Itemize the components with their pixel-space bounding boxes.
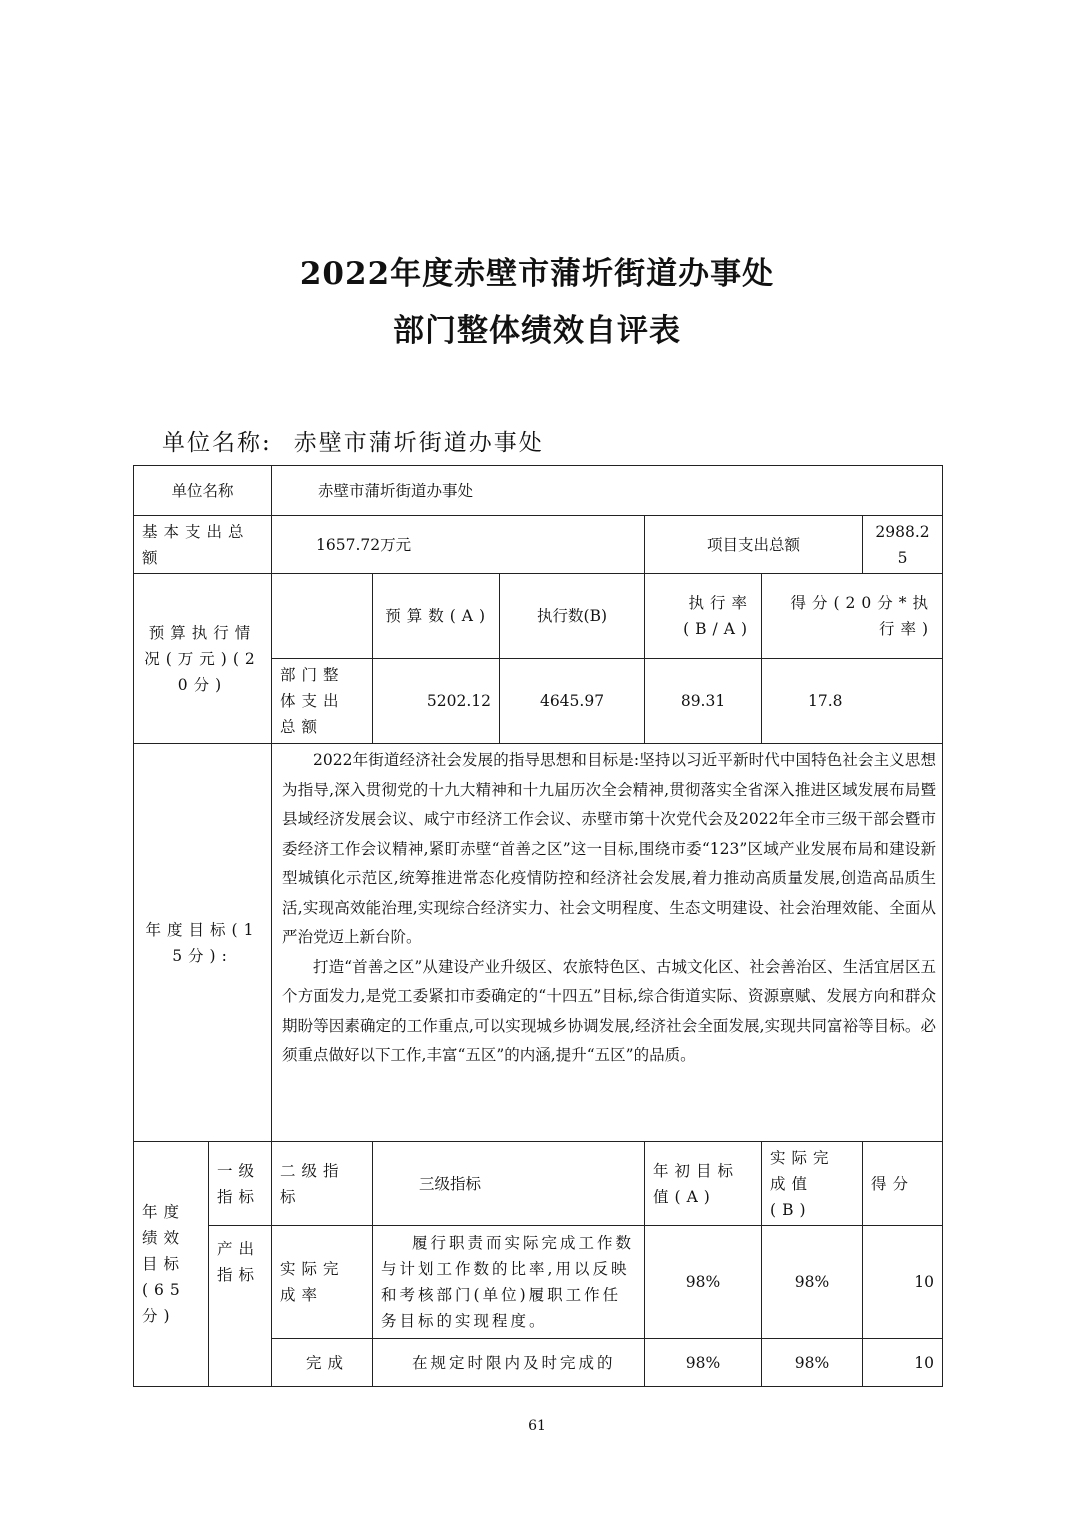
- unit-name-label: 单位名称:: [162, 430, 272, 456]
- perf-header-level3: 三级指标: [373, 1142, 645, 1226]
- budget-value-b: 4645.97: [500, 659, 645, 744]
- document-title-line2: 部门整体绩效自评表: [393, 313, 681, 349]
- perf-row-1: [134, 1226, 943, 1339]
- basic-expense-label: 基本支出总额: [134, 516, 272, 574]
- row-annual-goal: [134, 744, 943, 1142]
- perf-row2-actual: 98%: [762, 1339, 863, 1387]
- goal-paragraph-1: 2022年街道经济社会发展的指导思想和目标是:坚持以习近平新时代中国特色社会主义思想为指导,深入贯彻党的十九大精神和十九届历次全会精神,贯彻落实全省深入推进区域发展布局暨县域经济发展会议、咸宁市经济工作会议、赤壁市第十次党代会及2022年全市三级干部会暨市委经济工作会议精神,紧盯赤壁“首善之区”这一目标,围绕市委“123”区域产业发展布局和建设新型城镇化示范区,统筹推进常态化疫情防控和经济社会发展,着力推动高质量发展,创造高品质生活,实现高效能治理,实现综合经济实力、社会文明程度、生态文明建设、社会治理效能、全面从严治党迈上新台阶。: [282, 751, 937, 946]
- budget-header-score: 得分(20分*执行率): [762, 574, 943, 659]
- budget-header-b: 执行数(B): [500, 574, 645, 659]
- perf-row2-level2: 完成: [272, 1339, 373, 1387]
- perf-row1-target: 98%: [645, 1226, 762, 1339]
- unit-label-cell: 单位名称: [134, 466, 272, 516]
- row-budget-header: [134, 574, 943, 659]
- perf-header-target: 年初目标值(A): [645, 1142, 762, 1226]
- perf-level1-cell: 产出指标: [209, 1226, 272, 1387]
- unit-name-value: 赤壁市蒲圻街道办事处: [293, 430, 544, 456]
- project-expense-value: 2988.25: [863, 516, 943, 574]
- unit-value-cell: 赤壁市蒲圻街道办事处: [272, 466, 943, 516]
- budget-header-rate: 执行率(B/A): [645, 574, 762, 659]
- annual-goal-label: 年度目标(15分):: [134, 744, 272, 1142]
- perf-row2-target: 98%: [645, 1339, 762, 1387]
- budget-value-score: 17.8: [762, 659, 943, 744]
- budget-header-a: 预算数(A): [373, 574, 500, 659]
- row-unit: [134, 466, 943, 516]
- perf-row1-actual: 98%: [762, 1226, 863, 1339]
- perf-row1-level3: 履行职责而实际完成工作数与计划工作数的比率,用以反映和考核部门(单位)履职工作任务目标的实现程度。: [373, 1226, 645, 1339]
- budget-row-label: 部门整体支出总额: [272, 659, 373, 744]
- basic-expense-value: 1657.72万元: [272, 516, 645, 574]
- perf-header-level2: 二级指标: [272, 1142, 373, 1226]
- unit-name-line: [162, 424, 544, 457]
- budget-label: 预算执行情况(万元)(20分): [134, 574, 272, 744]
- perf-header-level1: 一级指标: [209, 1142, 272, 1226]
- performance-table: [133, 465, 943, 1387]
- document-title-line1: 2022年度赤壁市蒲圻街道办事处: [299, 256, 775, 292]
- perf-row2-score: 10: [863, 1339, 943, 1387]
- project-expense-label: 项目支出总额: [645, 516, 863, 574]
- perf-row1-score: 10: [863, 1226, 943, 1339]
- goal-paragraph-2: 打造“首善之区”从建设产业升级区、农旅特色区、古城文化区、社会善治区、生活宜居区五个方面发力,是党工委紧扣市委确定的“十四五”目标,综合街道实际、资源禀赋、发展方向和群众期盼等因素确定的工作重点,可以实现城乡协调发展,经济社会全面发展,实现共同富裕等目标。必须重点做好以下工作,丰富“五区”的内涵,提升“五区”的品质。: [282, 957, 937, 1064]
- perf-row1-level2: 实际完成率: [272, 1226, 373, 1339]
- budget-header-empty: [272, 574, 373, 659]
- perf-row2-level3: 在规定时限内及时完成的: [373, 1339, 645, 1387]
- budget-value-a: 5202.12: [373, 659, 500, 744]
- perf-goal-label: 年度绩效目标(65分): [134, 1142, 209, 1387]
- perf-header-actual: 实际完成值(B): [762, 1142, 863, 1226]
- row-perf-header: [134, 1142, 943, 1226]
- perf-header-score: 得分: [863, 1142, 943, 1226]
- page-number: 61: [528, 1418, 546, 1434]
- annual-goal-text: [272, 744, 943, 1142]
- budget-value-rate: 89.31: [645, 659, 762, 744]
- row-basic: [134, 516, 943, 574]
